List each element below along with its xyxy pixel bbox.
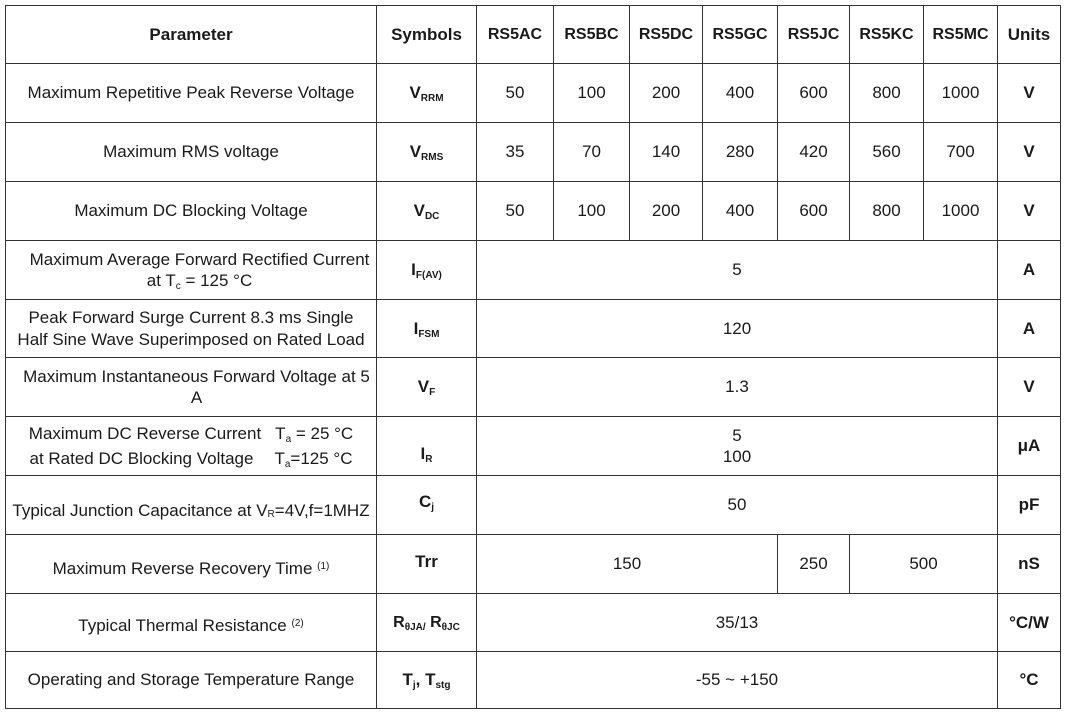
value-cell: 400 — [703, 64, 778, 123]
value-cell: 5 — [477, 241, 998, 300]
table-row — [6, 535, 1061, 594]
value-cell: 420 — [778, 123, 850, 182]
value-cell: 1000 — [924, 64, 998, 123]
value-cell: 120 — [477, 300, 998, 358]
value-cell: 5 100 — [477, 417, 998, 476]
value-cell: 800 — [850, 182, 924, 241]
unit-cell: V — [998, 64, 1061, 123]
symbol: $V_F$ — [377, 358, 477, 417]
value-cell: 400 — [703, 182, 778, 241]
table-row — [6, 123, 1061, 182]
header-model: RS5MC — [924, 6, 998, 64]
unit-cell: V — [998, 123, 1061, 182]
value-cell: 250 — [778, 535, 850, 594]
header-model: RS5AC — [477, 6, 554, 64]
value-cell: 600 — [778, 64, 850, 123]
value-cell: 35/13 — [477, 594, 998, 652]
param-label: Maximum Instantaneous Forward Voltage at 5 A — [6, 358, 377, 417]
symbol: $V_{RMS}$ — [377, 123, 477, 182]
param-label: Maximum Repetitive Peak Reverse Voltage — [6, 64, 377, 123]
value-cell: 50 — [477, 476, 998, 535]
table-row — [6, 358, 1061, 417]
value-cell: 800 — [850, 64, 924, 123]
value-cell: 1.3 — [477, 358, 998, 417]
value-cell: 140 — [630, 123, 703, 182]
unit-cell: μA — [998, 417, 1061, 476]
symbol: $R_{\theta JA/}$ $R_{\theta JC}$ — [377, 594, 477, 652]
symbol: $V_{DC}$ — [377, 182, 477, 241]
value-cell: 1000 — [924, 182, 998, 241]
param-label: Typical Junction Capacitance at $V_R=4V,f=1MHZ$ — [6, 476, 377, 535]
table-row — [6, 182, 1061, 241]
value-cell: 200 — [630, 64, 703, 123]
value-cell: 600 — [778, 182, 850, 241]
header-model: RS5BC — [554, 6, 630, 64]
table-row — [6, 594, 1061, 652]
table-row — [6, 64, 1061, 123]
value-cell: 500 — [850, 535, 998, 594]
unit-cell: A — [998, 300, 1061, 358]
value-cell: 50 — [477, 64, 554, 123]
header-model: RS5KC — [850, 6, 924, 64]
table-row — [6, 417, 1061, 476]
header-row — [6, 6, 1061, 64]
value-cell: -55 ~ +150 — [477, 652, 998, 709]
table-row — [6, 652, 1061, 709]
value-cell: 150 — [477, 535, 778, 594]
symbol: $I_R$ — [377, 417, 477, 476]
table-row — [6, 241, 1061, 300]
table-row — [6, 476, 1061, 535]
value-cell: 100 — [554, 64, 630, 123]
value-cell: 50 — [477, 182, 554, 241]
value-cell: 280 — [703, 123, 778, 182]
param-label: Maximum DC Reverse Current $T_a = 25$ °C at Rated DC Blocking Voltage $T_a=125$ °C — [6, 417, 377, 476]
unit-cell: nS — [998, 535, 1061, 594]
header-units: Units — [998, 6, 1061, 64]
value-cell: 200 — [630, 182, 703, 241]
unit-cell: °C — [998, 652, 1061, 709]
value-cell: 100 — [554, 182, 630, 241]
symbol: $V_{RRM}$ — [377, 64, 477, 123]
symbol: $I_{F(AV)}$ — [377, 241, 477, 300]
param-label: Typical Thermal Resistance $^{(2)}$ — [6, 594, 377, 652]
symbol: $T_j$, $T_{stg}$ — [377, 652, 477, 709]
header-parameter: Parameter — [6, 6, 377, 64]
unit-cell: A — [998, 241, 1061, 300]
param-label: Maximum Average Forward Rectified Current at $T_c = 125$ °C — [6, 241, 377, 300]
table-row — [6, 300, 1061, 358]
param-label: Maximum RMS voltage — [6, 123, 377, 182]
value-cell: 35 — [477, 123, 554, 182]
value-cell: 560 — [850, 123, 924, 182]
value-cell: 70 — [554, 123, 630, 182]
unit-cell: pF — [998, 476, 1061, 535]
unit-cell: V — [998, 182, 1061, 241]
symbol: $I_{FSM}$ — [377, 300, 477, 358]
unit-cell: V — [998, 358, 1061, 417]
spec-table — [5, 5, 1061, 709]
param-label: Peak Forward Surge Current 8.3 ms Single Half Sine Wave Superimposed on Rated Load — [6, 300, 377, 358]
header-model: RS5GC — [703, 6, 778, 64]
param-label: Maximum Reverse Recovery Time $^{(1)}$ — [6, 535, 377, 594]
symbol: $C_j$ — [377, 476, 477, 535]
header-model: RS5DC — [630, 6, 703, 64]
value-cell: 700 — [924, 123, 998, 182]
param-label: Maximum DC Blocking Voltage — [6, 182, 377, 241]
symbol: Trr — [377, 535, 477, 594]
header-model: RS5JC — [778, 6, 850, 64]
unit-cell: °C/W — [998, 594, 1061, 652]
param-label: Operating and Storage Temperature Range — [6, 652, 377, 709]
header-symbols: Symbols — [377, 6, 477, 64]
